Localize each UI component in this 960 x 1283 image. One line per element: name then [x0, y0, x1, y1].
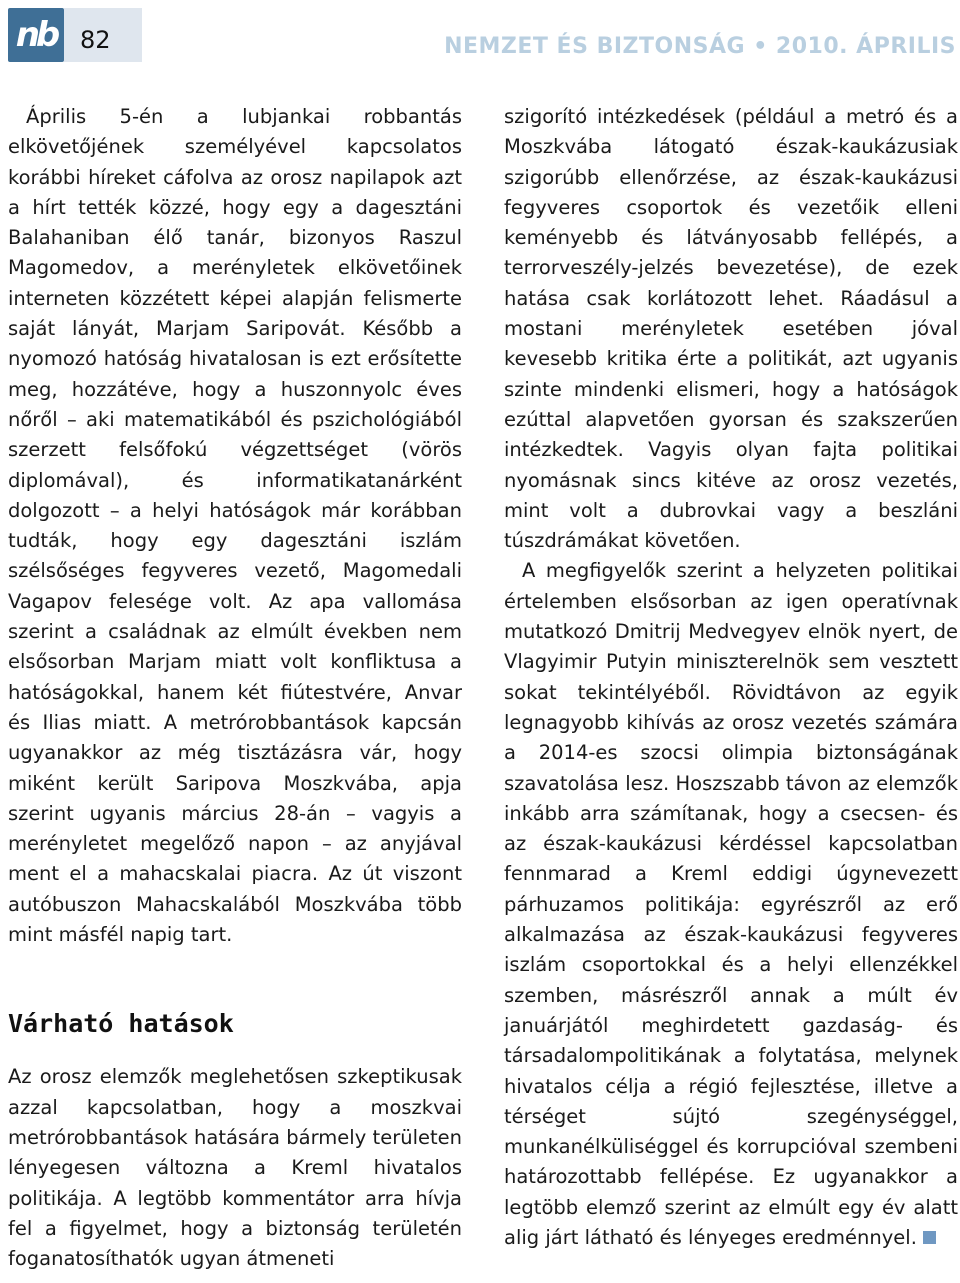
magazine-logo: [8, 8, 64, 62]
left-paragraph-1: Április 5-én a lubjankai robbantás elkövetőjének személyével kapcsolatos korábbi híreket cáfolva az orosz napilapok azt a hírt tették közzé, hogy egy a dagesztáni Balahaniban élő tanár, bizonyos Raszul Magomedov, a merényletek elkövetőinek interneten közzétett képei alapján felismerte saját lányát, Marjam Saripovát. Később a nyomozó hatóság hivatalosan is ezt erősítette meg, hozzátéve, hogy a huszonnyolc éves nőről – aki matematikából és pszichológiából szerzett felsőfokú végzettséget (vörös diplomával), és informatikatanárként dolgozott – a helyi hatóságok már korábban tudták, hogy egy dagesztáni iszlám szélsőséges fegyveres vezető, Magomedali Vagapov felesége volt. Az apa vallomása szerint a családnak az elmúlt években nem elsősorban Marjam miatt volt konfliktusa a hatóságokkal, hanem két fiútestvére, Anvar és Ilias miatt. A metrórobbantások kapcsán ugyanakkor az még tisztázásra vár, hogy miként került Saripova Moszkvába, apja szerint ugyanis március 28-án – vagyis a merényletet megelőző napon – az anyjával ment el a mahacskalai piacra. Az út viszont autóbuszon Mahacskalából Moszkvába több mint másfél napig tart.: [8, 105, 462, 947]
right-paragraph-2: [504, 556, 958, 1253]
section-heading: Várható hatások: [8, 1009, 234, 1039]
right-paragraph-2-text: A megfigyelők szerint a helyzeten politikai értelemben elsősorban az igen operatívnak mutatkozó Dmitrij Medvegyev elnök nyert, de Vlagyimir Putyin miniszterelnök sem vesztett sokat tekintélyéből. Rövidtávon az egyik legnagyobb kihívás az orosz vezetés számára a 2014-es szocsi olimpia biztonságának szavatolása lesz. Hoszszabb távon az elemzők inkább arra számítanak, hogy a csecsen- és az észak-kaukázusi kérdéssel kapcsolatban fennmarad a Kreml eddigi úgynevezett párhuzamos politikája: egyrészről az erő alkalmazása az észak-kaukázusi fegyveres iszlám csoportokkal és a helyi ellenzékkel szemben, másrészről annak a múlt év januárjától meghirdetett gazdaság- és társadalompolitikának a folytatása, melynek hivatalos célja a régió fejlesztése, illetve a térséget sújtó szegénységgel, munkanélküliséggel és korrupcióval szembeni határozottabb fellépése. Ez ugyanakkor a legtöbb elemző szerint az elmúlt egy év alatt alig járt látható és lényeges eredménnyel.: [504, 559, 958, 1249]
right-column: [504, 102, 958, 1253]
logo-text: nb: [15, 15, 57, 55]
page-header: [0, 0, 960, 70]
article-end-mark-icon: [923, 1231, 936, 1244]
right-paragraph-1: szigorító intézkedések (például a metró és a Moszkvába látogató észak-kaukázusiak szigorúbb ellenőrzése, az észak-kaukázusi fegyveres csoportok és vezetőik elleni keményebb és látványosabb fellépés, a terrorveszély-jelzés bevezetése), de ezek hatása csak korlátozott lehet. Ráadásul a mostani merényletek esetében jóval kevesebb kritika érte a politikát, azt ugyanis szinte mindenki elismeri, hogy a hatóságok ezúttal alapvetően gyorsan és szakszerűen intézkedtek. Vagyis olyan fajta politikai nyomásnak sincs kitéve az orosz vezetés, mint volt a dubrovkai vagy a beszláni túszdrámákat követően.: [504, 105, 958, 553]
page-number: 82: [80, 26, 111, 54]
left-column: [8, 102, 462, 1274]
left-paragraph-2: Az orosz elemzők meglehetősen szkeptikusak azzal kapcsolatban, hogy a moszkvai metrórobbantások hatására bármely területen lényegesen változna a Kreml hivatalos politikája. A legtöbb kommentátor arra hívja fel a figyelmet, hogy a biztonság területén foganatosíthatók ugyan átmeneti: [8, 1065, 462, 1271]
running-head: NEMZET ÉS BIZTONSÁG • 2010. ÁPRILIS: [444, 34, 956, 59]
